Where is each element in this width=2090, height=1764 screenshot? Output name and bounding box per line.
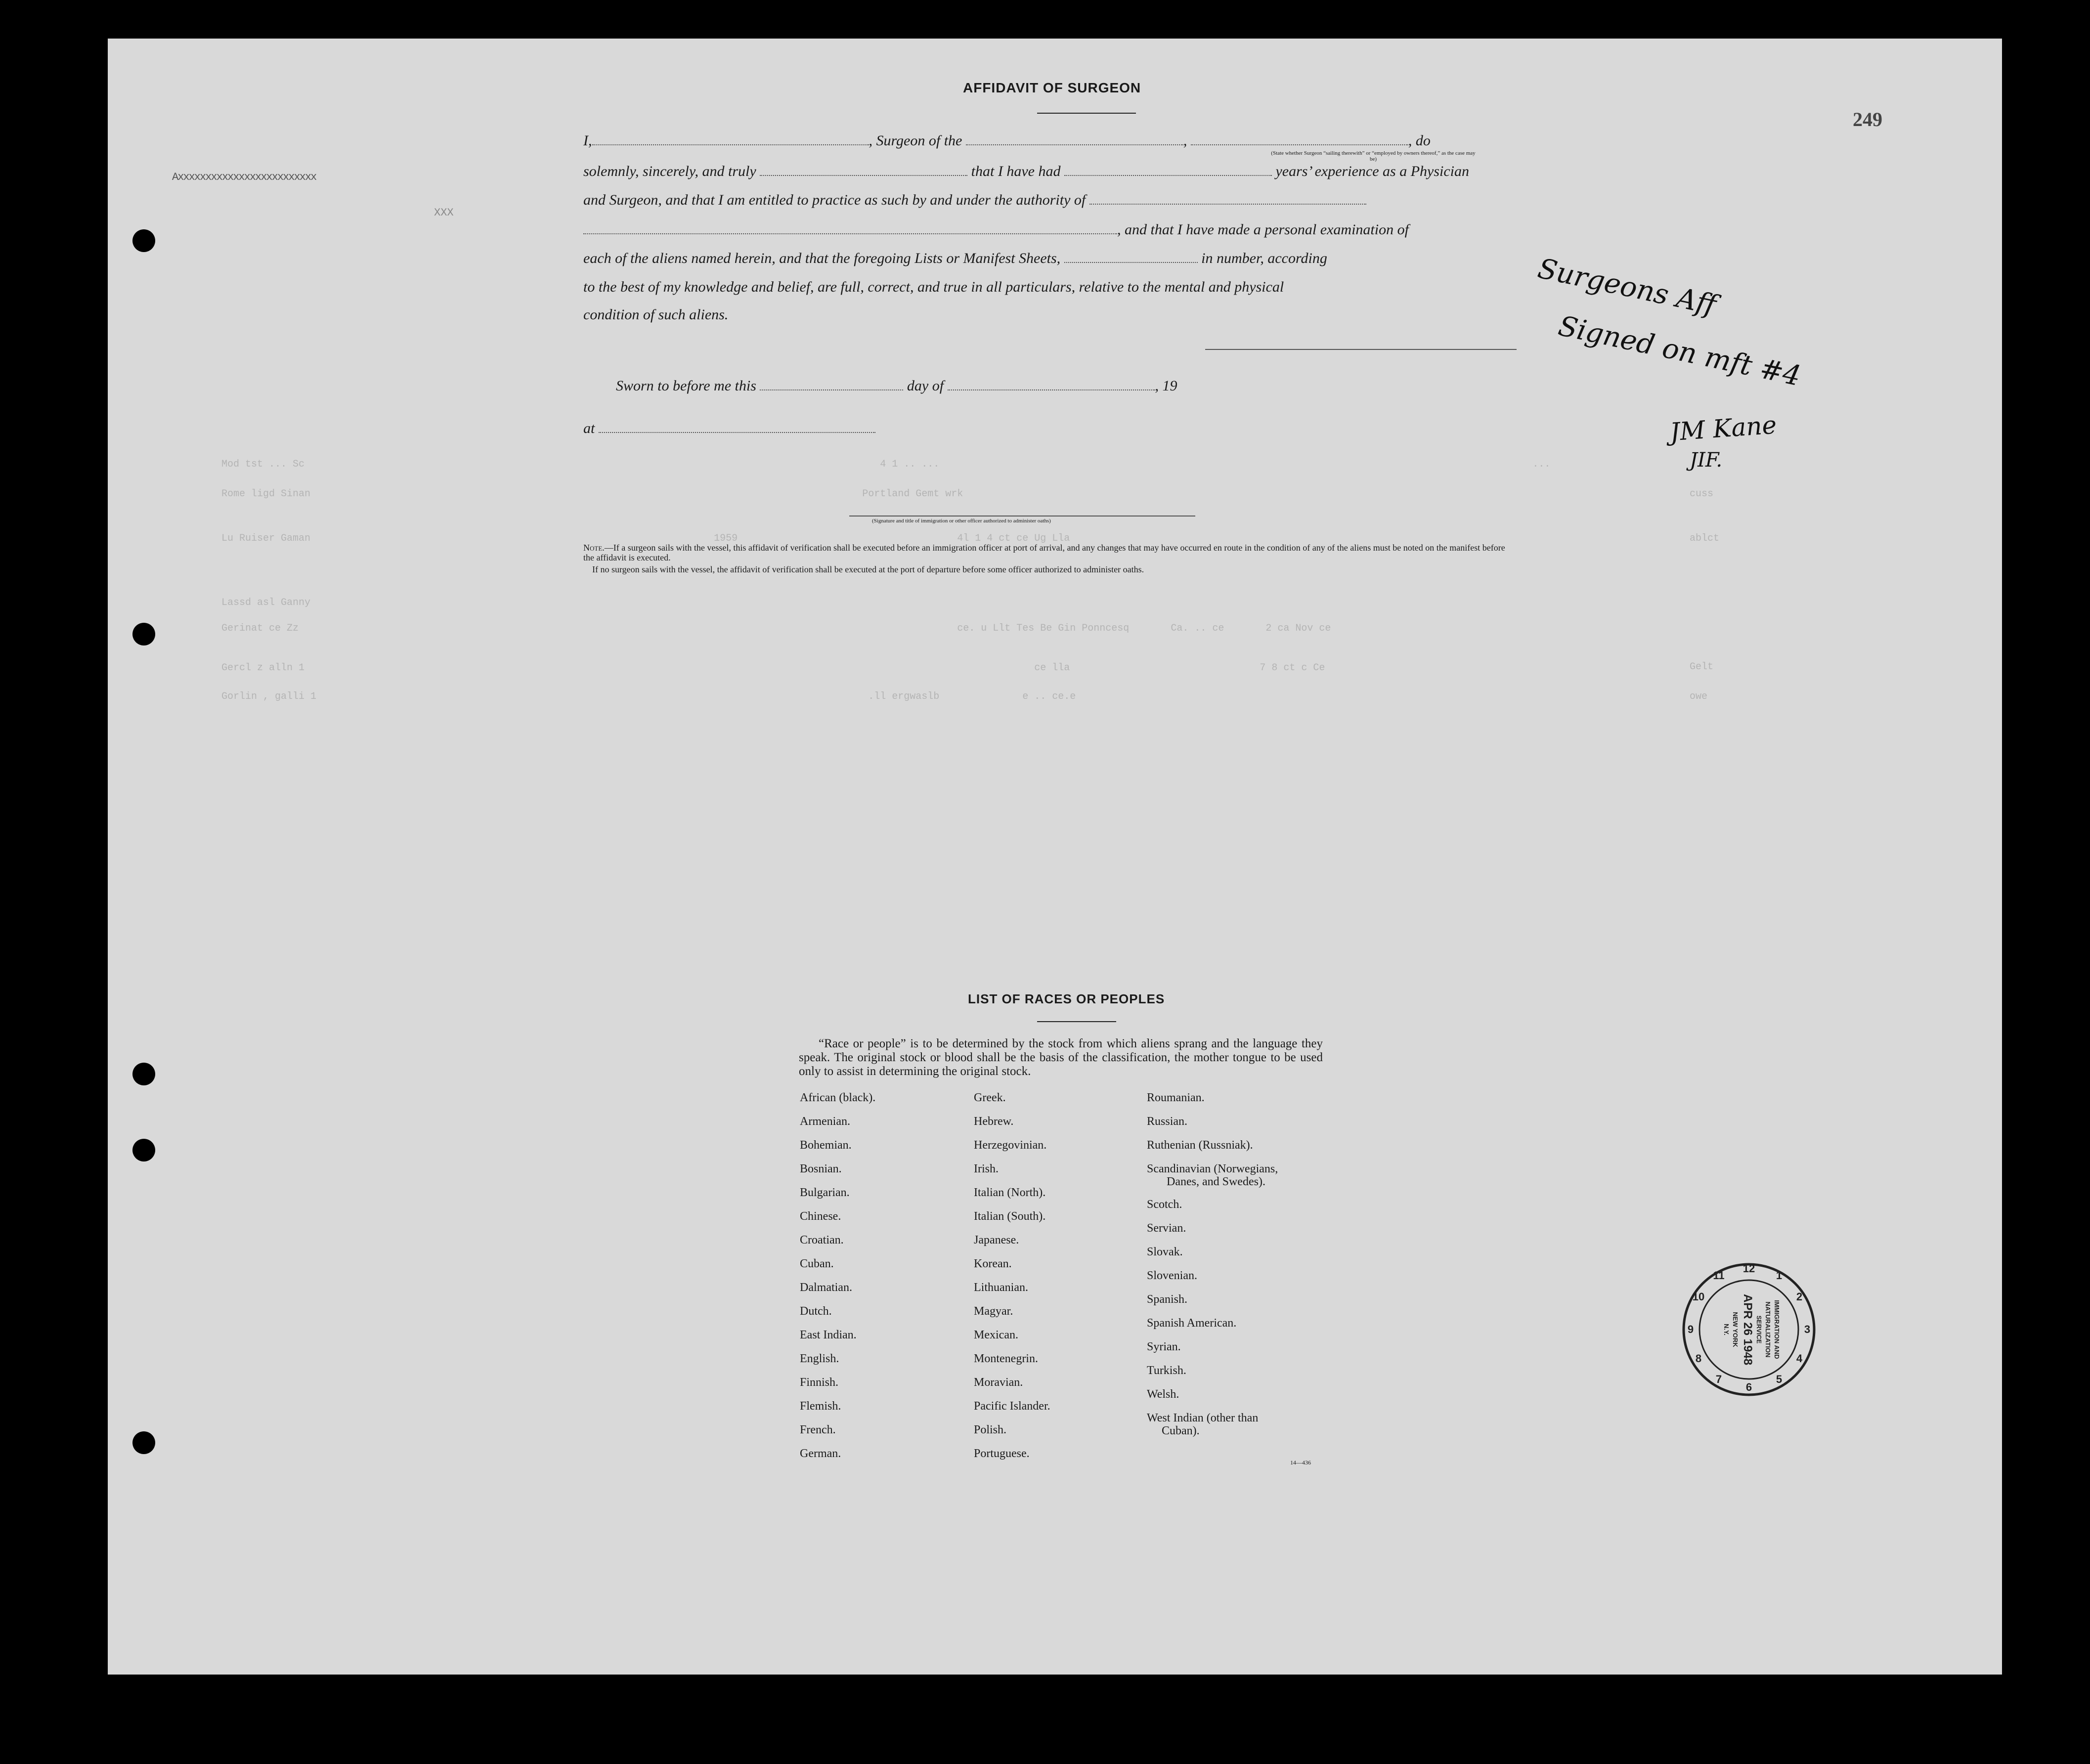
page-number: 249 bbox=[1853, 108, 1882, 130]
handwritten-initials-2: JIF. bbox=[1690, 449, 1723, 472]
at-line: at bbox=[583, 420, 875, 437]
handwritten-note-2: Signed on mft #4 bbox=[1555, 309, 1804, 393]
race-item: Servian. bbox=[1147, 1222, 1186, 1235]
surgeon-signature-line bbox=[1205, 349, 1517, 350]
stamp-ring-number: 11 bbox=[1713, 1269, 1725, 1282]
race-item: Slovenian. bbox=[1147, 1269, 1197, 1282]
race-item: East Indian. bbox=[800, 1329, 857, 1341]
affidavit-line-1: I, , Surgeon of the , , do bbox=[583, 132, 1431, 149]
stamp-ring-number: 9 bbox=[1687, 1323, 1694, 1335]
race-item: Greek. bbox=[974, 1091, 1006, 1104]
race-item: Hebrew. bbox=[974, 1115, 1014, 1128]
stamp-ring-number: 1 bbox=[1776, 1269, 1783, 1282]
race-item: Herzegovinian. bbox=[974, 1139, 1047, 1152]
race-item: Russian. bbox=[1147, 1115, 1188, 1128]
bleed-through-text: Lassd asl Ganny bbox=[221, 597, 311, 608]
races-column-2 bbox=[974, 1091, 1142, 1472]
race-item: Flemish. bbox=[800, 1400, 841, 1413]
affidavit-line-4: , and that I have made a personal examination of bbox=[583, 221, 1409, 238]
race-item: Japanese. bbox=[974, 1234, 1019, 1247]
stamp-ring-number: 8 bbox=[1695, 1352, 1702, 1365]
bleed-through-text: Mod tst ... Sc 4 1 .. ... ... bbox=[221, 459, 1551, 470]
punch-hole bbox=[132, 1431, 155, 1454]
handwritten-initials: JM Kane bbox=[1669, 410, 1778, 447]
stamp-text: SERVICE bbox=[1755, 1315, 1763, 1344]
race-item: Polish. bbox=[974, 1423, 1007, 1436]
punch-hole bbox=[132, 229, 155, 252]
stamp-text: IMMIGRATION AND bbox=[1773, 1300, 1781, 1359]
document-sheet bbox=[108, 39, 2002, 1675]
races-title-rule bbox=[1037, 1021, 1116, 1022]
bleed-through-text: ablct bbox=[1690, 533, 1720, 544]
race-item: Mexican. bbox=[974, 1329, 1018, 1341]
officer-signature-caption: (Signature and title of immigration or other officer authorized to administer oaths) bbox=[872, 518, 1051, 524]
form-number: 14—436 bbox=[1290, 1459, 1311, 1466]
race-item: English. bbox=[800, 1352, 839, 1365]
race-item: African (black). bbox=[800, 1091, 876, 1104]
race-item: Chinese. bbox=[800, 1210, 841, 1223]
affidavit-line-6: to the best of my knowledge and belief, are full, correct, and true in all particulars, relative to the mental and physical bbox=[583, 279, 1284, 295]
bleed-through-text: owe bbox=[1690, 691, 1708, 702]
stamp-ring-number: 3 bbox=[1804, 1323, 1811, 1335]
race-item: Magyar. bbox=[974, 1305, 1013, 1318]
handwritten-note-1: Surgeons Aff bbox=[1535, 252, 1719, 322]
race-item: Scotch. bbox=[1147, 1198, 1182, 1211]
stamp-ring-number: 4 bbox=[1796, 1352, 1803, 1365]
race-item: Armenian. bbox=[800, 1115, 850, 1128]
race-item: Portuguese. bbox=[974, 1447, 1030, 1460]
race-item: Korean. bbox=[974, 1257, 1012, 1270]
bleed-through-text: Gerinat ce Zz ce. u Llt Tes Be Gin Ponncesq Ca. .. ce 2 ca Nov ce bbox=[221, 623, 1331, 634]
race-item: Bulgarian. bbox=[800, 1186, 850, 1199]
bleed-through-text: Gercl z alln 1 ce lla 7 8 ct c Ce bbox=[221, 662, 1325, 674]
races-title: LIST OF RACES OR PEOPLES bbox=[968, 991, 1165, 1006]
race-item: Danes, and Swedes). bbox=[1167, 1175, 1265, 1188]
stamp-date: APR 26 1948 bbox=[1741, 1293, 1754, 1366]
affidavit-line-2: solemnly, sincerely, and truly that I have had years’ experience as a Physician bbox=[583, 163, 1469, 179]
punch-hole bbox=[132, 623, 155, 645]
affidavit-note: Note.—If a surgeon sails with the vessel, this affidavit of verification shall be executed before an immigration officer at port of arrival, and any changes that may have occurred en route in the condition of any of the aliens must be noted on the manifest before the affidavit is executed. bbox=[583, 543, 1505, 562]
race-item: Dutch. bbox=[800, 1305, 832, 1318]
bleed-through-text: Lu Ruiser Gaman 1959 4l 1 4 ct ce Ug Lla bbox=[221, 533, 1070, 544]
stamp-text: NATURALIZATION bbox=[1764, 1301, 1772, 1358]
race-item: Croatian. bbox=[800, 1234, 844, 1247]
race-item: French. bbox=[800, 1423, 836, 1436]
races-column-1 bbox=[800, 1091, 968, 1472]
races-column-3 bbox=[1147, 1091, 1345, 1472]
stamp-ring-number: 10 bbox=[1692, 1291, 1705, 1303]
race-item: Irish. bbox=[974, 1162, 999, 1175]
bleed-through-text: Gelt bbox=[1690, 661, 1714, 673]
affidavit-note-2: If no surgeon sails with the vessel, the affidavit of verification shall be executed at the port of departure before some officer authorized to administer oaths. bbox=[592, 564, 1144, 574]
race-item: Moravian. bbox=[974, 1376, 1023, 1389]
stamp-text: N.Y. bbox=[1723, 1324, 1730, 1335]
race-item: Cuban). bbox=[1162, 1424, 1200, 1437]
race-item: Welsh. bbox=[1147, 1388, 1179, 1401]
sworn-line: Sworn to before me this day of , 19 bbox=[616, 378, 1177, 394]
race-item: Finnish. bbox=[800, 1376, 839, 1389]
race-item: Syrian. bbox=[1147, 1340, 1181, 1353]
affidavit-line-5: each of the aliens named herein, and that the foregoing Lists or Manifest Sheets, in number, according bbox=[583, 250, 1327, 266]
race-item: Slovak. bbox=[1147, 1246, 1183, 1258]
bleed-through-text: Gorlin , galli 1 .ll ergwaslb e .. ce.e bbox=[221, 691, 1076, 702]
race-item: Roumanian. bbox=[1147, 1091, 1205, 1104]
race-item: Bosnian. bbox=[800, 1162, 842, 1175]
typed-subheader: XXX bbox=[434, 207, 454, 219]
race-item: Spanish. bbox=[1147, 1293, 1188, 1306]
affidavit-line-3: and Surgeon, and that I am entitled to practice as such by and under the authority of bbox=[583, 192, 1366, 209]
bleed-through-text: cuss bbox=[1690, 488, 1714, 500]
punch-hole bbox=[132, 1063, 155, 1085]
race-item: Montenegrin. bbox=[974, 1352, 1038, 1365]
race-item: Pacific Islander. bbox=[974, 1400, 1050, 1413]
race-item: Bohemian. bbox=[800, 1139, 852, 1152]
races-intro: “Race or people” is to be determined by the stock from which aliens sprang and the language they speak. The original stock or blood shall be the basis of the classification, the mother tongue to be used only to assist in determining the original stock. bbox=[799, 1037, 1323, 1078]
race-item: Lithuanian. bbox=[974, 1281, 1028, 1294]
title-rule bbox=[1037, 113, 1136, 114]
race-item: German. bbox=[800, 1447, 841, 1460]
affidavit-line-7: condition of such aliens. bbox=[583, 306, 729, 323]
race-item: Italian (South). bbox=[974, 1210, 1046, 1223]
typed-header: Axxxxxxxxxxxxxxxxxxxxxxxxx bbox=[172, 171, 316, 183]
race-item: Cuban. bbox=[800, 1257, 834, 1270]
punch-hole bbox=[132, 1139, 155, 1162]
race-item: Turkish. bbox=[1147, 1364, 1186, 1377]
race-item: West Indian (other than bbox=[1147, 1412, 1259, 1424]
stamp-ring-number: 7 bbox=[1715, 1373, 1722, 1385]
stamp-text: NEW YORK bbox=[1732, 1312, 1739, 1347]
affidavit-line1-note: (State whether Surgeon “sailing therewith” or “employed by owners thereof,” as the case may be) bbox=[1271, 150, 1476, 162]
stamp-ring-number: 5 bbox=[1776, 1373, 1783, 1385]
race-item: Dalmatian. bbox=[800, 1281, 852, 1294]
race-item: Ruthenian (Russniak). bbox=[1147, 1139, 1253, 1152]
stamp-graphic bbox=[1680, 1260, 1818, 1399]
immigration-stamp bbox=[1680, 1260, 1818, 1399]
race-item: Italian (North). bbox=[974, 1186, 1046, 1199]
race-item: Spanish American. bbox=[1147, 1317, 1237, 1330]
stamp-ring-number: 12 bbox=[1742, 1262, 1755, 1275]
race-item: Scandinavian (Norwegians, bbox=[1147, 1162, 1278, 1175]
stamp-ring-number: 6 bbox=[1745, 1381, 1752, 1393]
stamp-ring-number: 2 bbox=[1796, 1291, 1803, 1303]
bleed-through-text: Rome ligd Sinan Portland Gemt wrk bbox=[221, 488, 963, 500]
affidavit-title: AFFIDAVIT OF SURGEON bbox=[963, 80, 1141, 95]
